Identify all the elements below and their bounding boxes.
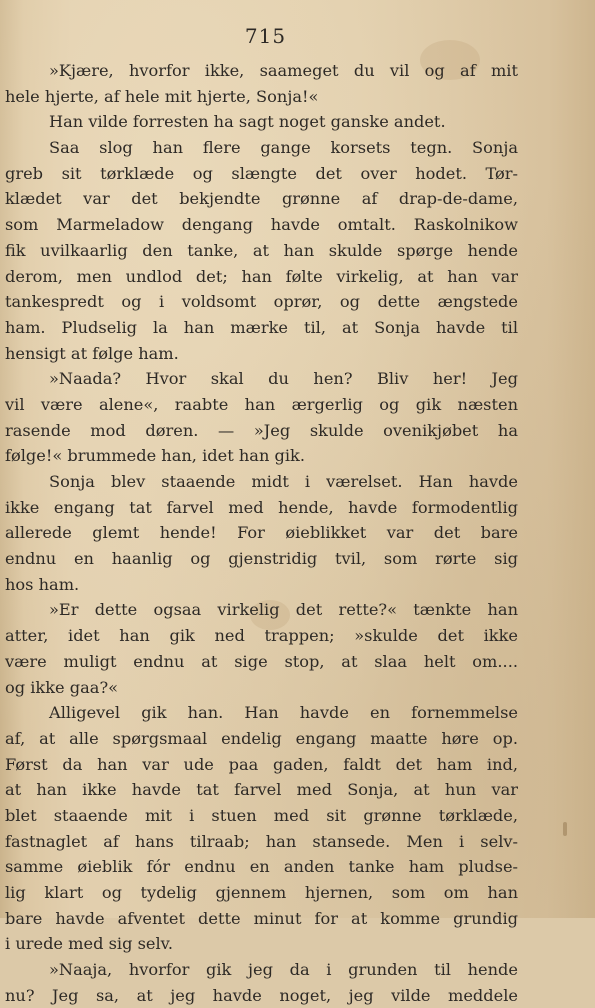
text-line: samme øieblik fór endnu en anden tanke ham pludse-	[5, 857, 518, 877]
text-line: Han vilde forresten ha sagt noget ganske andet.	[49, 112, 446, 132]
text-line: fik uvilkaarlig den tanke, at han skulde spørge hende	[5, 240, 518, 260]
body-text	[5, 58, 518, 1008]
text-line: og ikke gaa?«	[5, 677, 119, 697]
text-line: hele hjerte, af hele mit hjerte, Sonja!«	[5, 86, 319, 106]
text-line: Sonja blev staaende midt i værelset. Han havde	[49, 472, 518, 491]
text-line: som Marmeladow dengang havde omtalt. Raskolnikow	[5, 215, 518, 235]
text-line: endnu en haanlig og gjenstridig tvil, som rørte sig	[5, 549, 518, 569]
text-line: »Naada? Hvor skal du hen? Bliv her! Jeg	[49, 369, 518, 389]
text-line: fastnaglet af hans tilraab; han stansede. Men i selv-	[5, 831, 518, 851]
text-line: »Naaja, hvorfor gik jeg da i grunden til hende	[49, 960, 518, 980]
text-line: allerede glemt hende! For øieblikket var det bare	[5, 523, 518, 543]
text-line: bare havde afventet dette minut for at komme grundig	[5, 908, 518, 928]
text-line: »Er dette ogsaa virkelig det rette?« tænkte han	[49, 600, 518, 620]
text-line: klædet var det bekjendte grønne af drap-de-dame,	[5, 189, 518, 209]
text-line: hos ham.	[5, 574, 80, 594]
text-line: greb sit tørklæde og slængte det over hodet. Tør-	[5, 163, 518, 183]
text-line: ikke engang tat farvel med hende, havde formodentlig	[5, 497, 518, 517]
text-line: rasende mod døren. — »Jeg skulde ovenikjøbet ha	[5, 420, 518, 440]
text-line: vil være alene«, raabte han ærgerlig og gik næsten	[5, 394, 518, 414]
text-line: tankespredt og i voldsomt oprør, og dette ængstede	[5, 292, 518, 312]
text-line: Saa slog han flere gange korsets tegn. Sonja	[49, 138, 518, 158]
margin-mark	[563, 822, 567, 836]
text-line: »Kjære, hvorfor ikke, saameget du vil og af mit	[49, 61, 518, 80]
text-line: derom, men undlod det; han følte virkelig, at han var	[5, 266, 518, 286]
text-line: atter, idet han gik ned trappen; »skulde det ikke	[5, 626, 518, 646]
text-line: ham. Pludselig la han mærke til, at Sonja havde til	[5, 317, 518, 337]
text-line: lig klart og tydelig gjennem hjernen, som om han	[5, 883, 518, 902]
text-line: Alligevel gik han. Han havde en fornemmelse	[49, 703, 518, 723]
text-line: Først da han var ude paa gaden, faldt det ham ind,	[5, 754, 518, 774]
page-number: 715	[244, 24, 287, 48]
text-line: i urede med sig selv.	[5, 934, 174, 954]
text-line: nu? Jeg sa, at jeg havde noget, jeg vilde meddele	[5, 985, 518, 1005]
text-line: følge!« brummede han, idet han gik.	[5, 446, 306, 466]
text-line: være muligt endnu at sige stop, at slaa helt om....	[5, 651, 518, 671]
text-line: hensigt at følge ham.	[5, 343, 179, 363]
text-line: blet staaende mit i stuen med sit grønne tørklæde,	[5, 805, 518, 825]
text-line: at han ikke havde tat farvel med Sonja, at hun var	[5, 780, 518, 800]
text-line: af, at alle spørgsmaal endelig engang maatte høre op.	[5, 728, 518, 748]
